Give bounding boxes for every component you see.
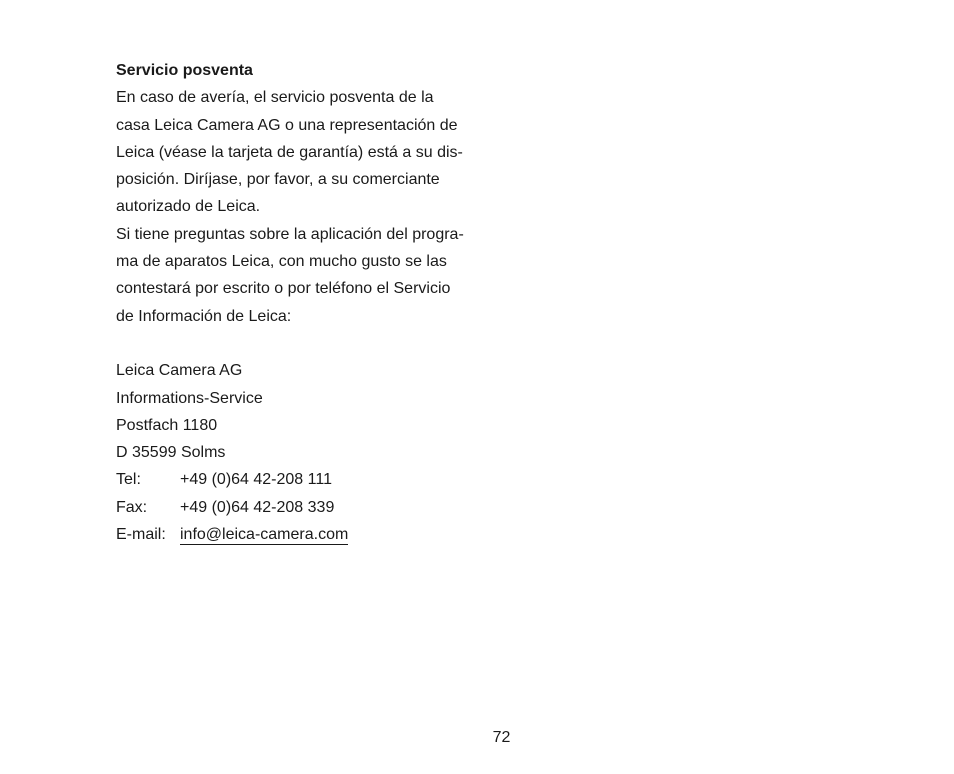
- address-city: D 35599 Solms: [116, 444, 226, 462]
- address-block: [116, 357, 516, 466]
- paragraph-line: En caso de avería, el servicio posventa de la: [116, 89, 434, 107]
- fax-label: Fax:: [116, 498, 148, 516]
- paragraph-line: autorizado de Leica.: [116, 198, 261, 216]
- contact-row-fax: [116, 494, 516, 521]
- page-number: 72: [492, 729, 511, 746]
- contact-row-email: [116, 521, 516, 548]
- tel-value: +49 (0)64 42-208 111: [180, 471, 332, 489]
- tel-label: Tel:: [116, 471, 141, 489]
- blank-line: [116, 330, 516, 357]
- paragraph-service: [116, 84, 516, 220]
- paragraph-line: posición. Diríjase, por favor, a su comerciante: [116, 171, 440, 189]
- paragraph-line: de Información de Leica:: [116, 307, 292, 325]
- paragraph-line: contestará por escrito o por teléfono el Servicio: [116, 280, 451, 298]
- address-postbox: Postfach 1180: [116, 416, 218, 434]
- paragraph-line: Leica (véase la tarjeta de garantía) está a su dis-: [116, 143, 463, 161]
- fax-value: +49 (0)64 42-208 339: [180, 498, 335, 516]
- paragraph-information: [116, 221, 516, 330]
- page-body: [116, 57, 516, 548]
- contact-block: [116, 466, 516, 548]
- paragraph-line: ma de aparatos Leica, con mucho gusto se las: [116, 253, 447, 271]
- email-label: E-mail:: [116, 526, 166, 544]
- address-company: Leica Camera AG: [116, 362, 243, 380]
- contact-row-tel: [116, 466, 516, 493]
- paragraph-line: casa Leica Camera AG o una representación de: [116, 116, 458, 134]
- email-link[interactable]: info@leica-camera.com: [180, 526, 349, 544]
- address-department: Informations-Service: [116, 389, 263, 407]
- section-heading: Servicio posventa: [116, 62, 253, 79]
- paragraph-line: Si tiene preguntas sobre la aplicación del progra-: [116, 225, 464, 243]
